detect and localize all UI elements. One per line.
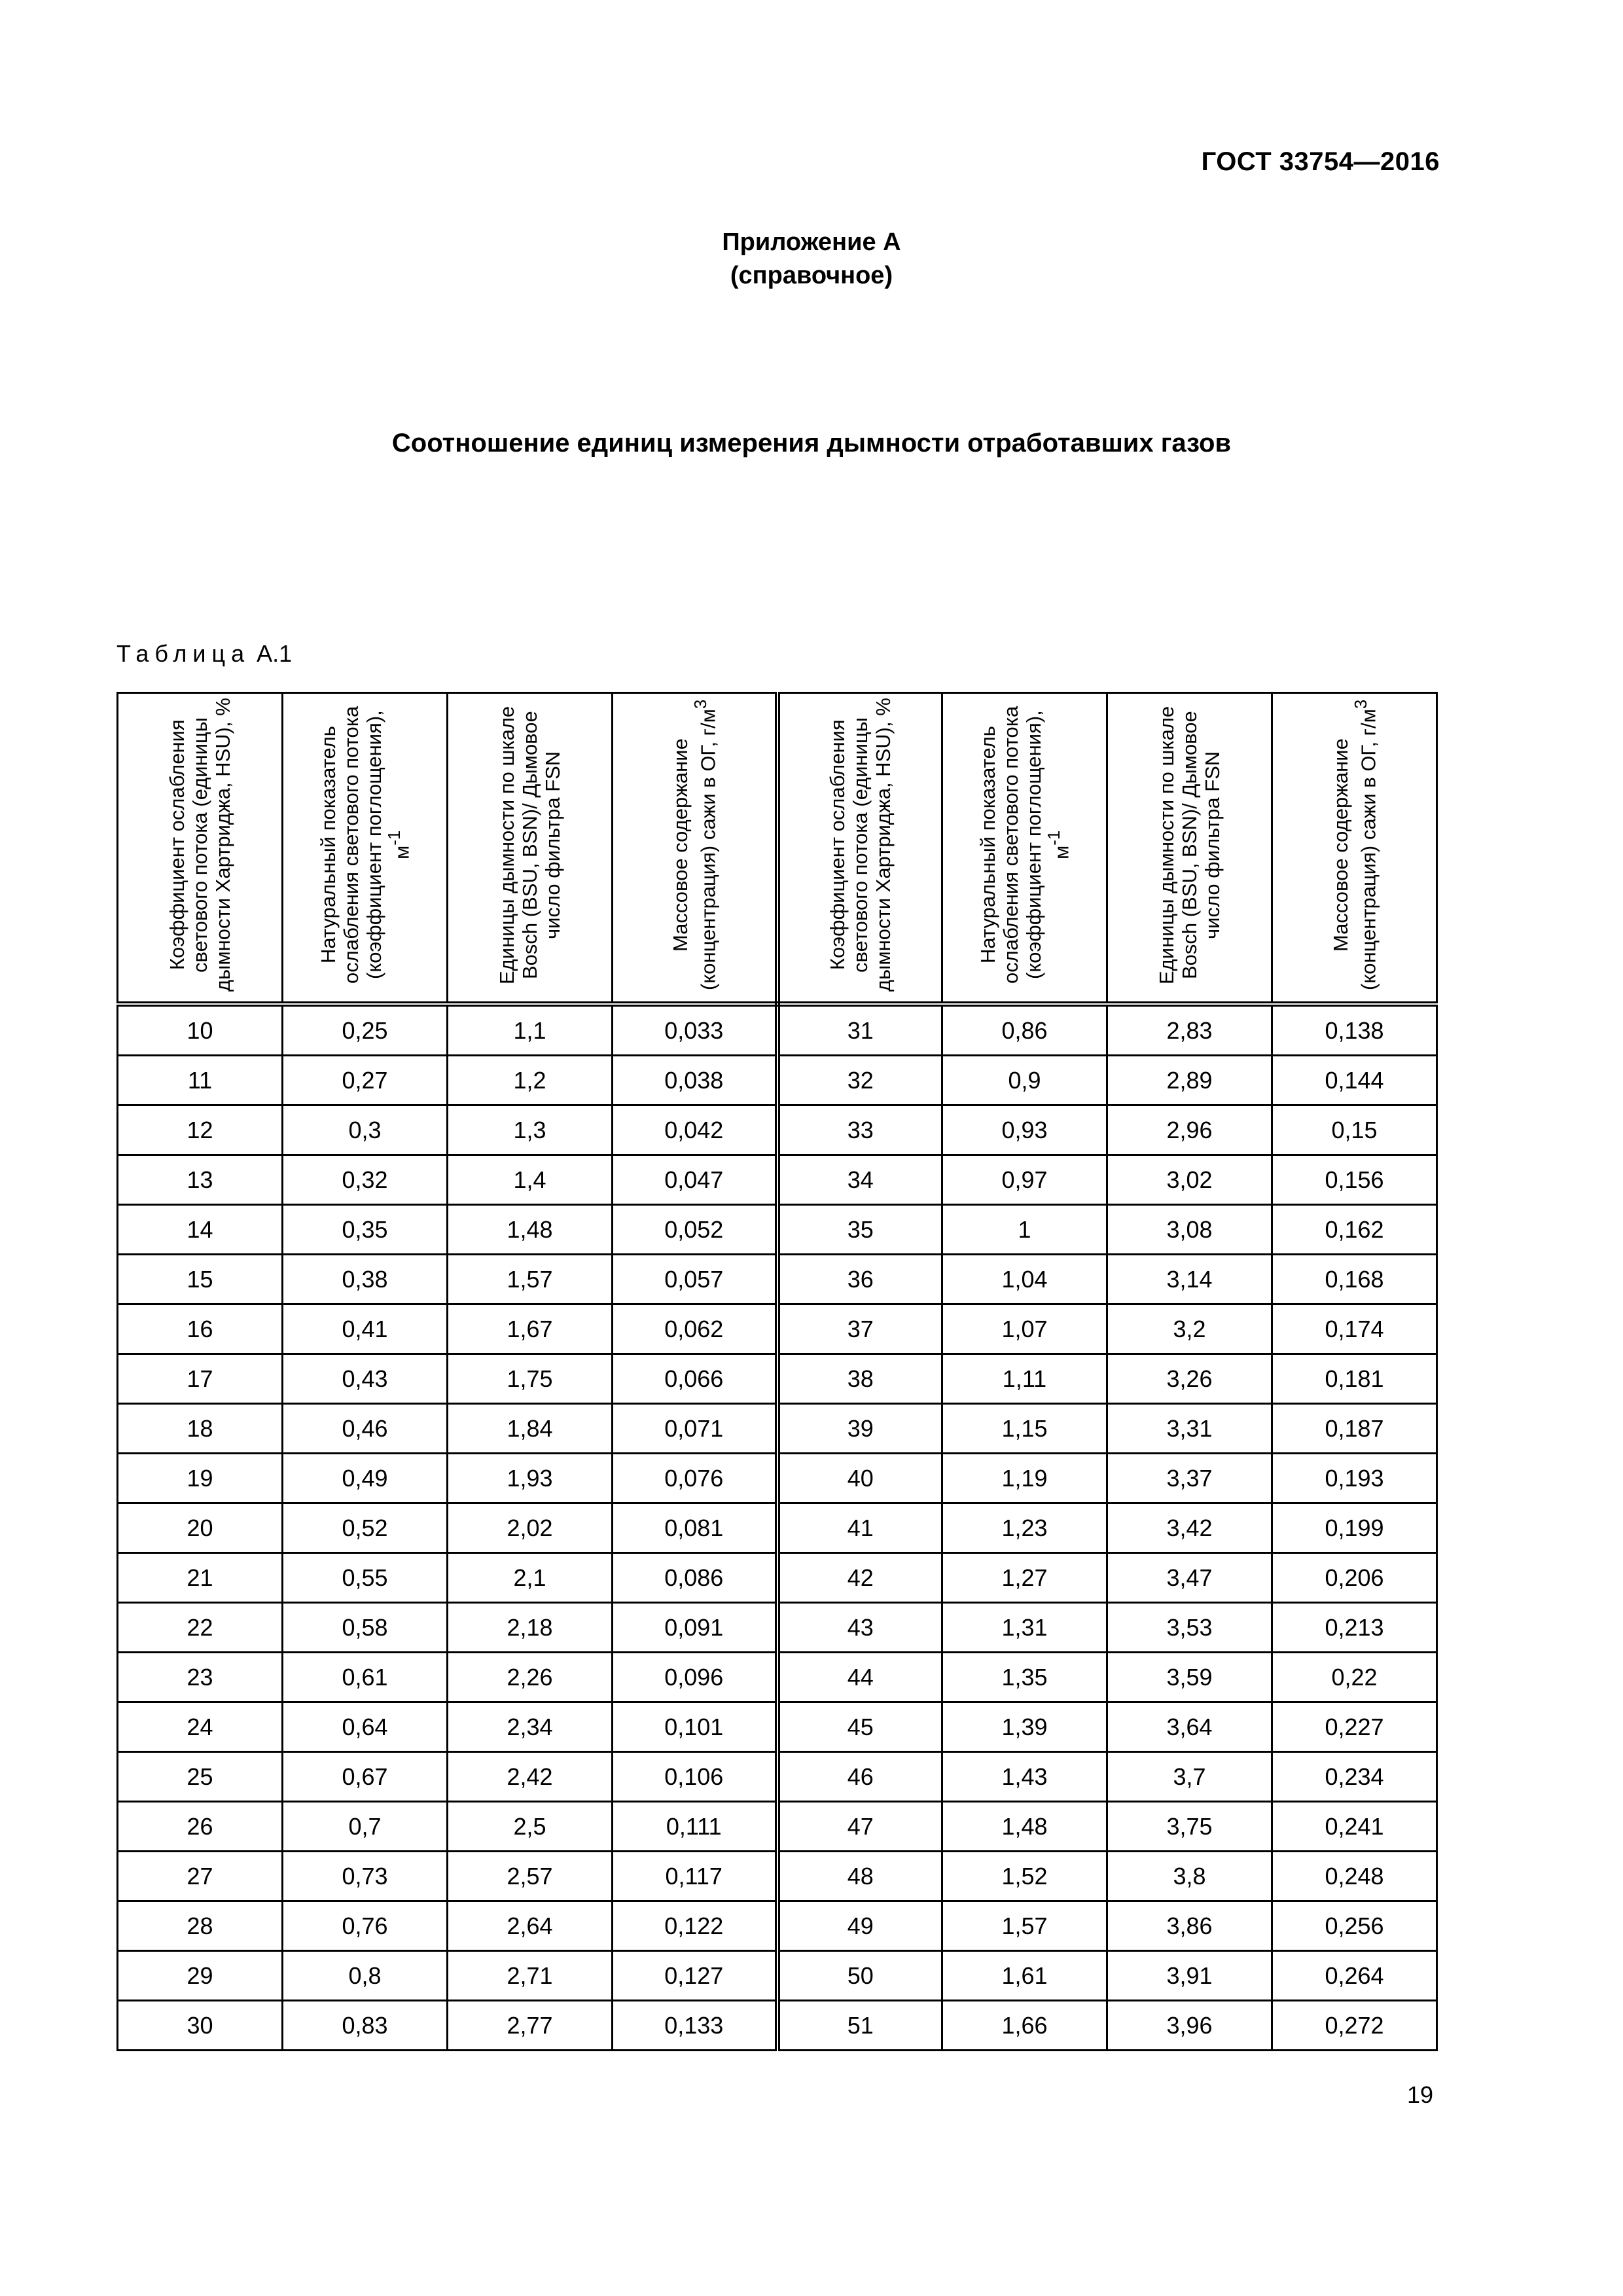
- table-cell: 0,162: [1272, 1205, 1437, 1255]
- table-cell: 16: [118, 1304, 283, 1354]
- appendix-heading: [0, 226, 1623, 293]
- table-cell: 0,156: [1272, 1155, 1437, 1205]
- table-cell: 1,35: [942, 1653, 1107, 1702]
- column-header-label: Натуральный показатель ослабления светового потока (коэффициент поглощения), м: [976, 706, 1073, 984]
- table-row: [118, 1951, 1437, 2001]
- table-cell: 0,86: [942, 1004, 1107, 1056]
- table-cell: 1,2: [448, 1056, 613, 1105]
- table-cell: 30: [118, 2001, 283, 2051]
- column-header-unit-exponent: -1: [385, 830, 404, 846]
- table-cell: 1: [942, 1205, 1107, 1255]
- table-cell: 15: [118, 1255, 283, 1304]
- table-cell: 26: [118, 1802, 283, 1852]
- table-cell: 0,93: [942, 1105, 1107, 1155]
- table-cell: 2,64: [448, 1901, 613, 1951]
- column-header-5: [777, 693, 942, 1005]
- table-cell: 32: [777, 1056, 942, 1105]
- table-cell: 38: [777, 1354, 942, 1404]
- table-cell: 0,111: [613, 1802, 777, 1852]
- table-row: [118, 1155, 1437, 1205]
- table-cell: 3,47: [1107, 1553, 1272, 1603]
- table-caption: [116, 640, 292, 668]
- table-cell: 0,144: [1272, 1056, 1437, 1105]
- table-cell: 1,27: [942, 1553, 1107, 1603]
- table-row: [118, 1503, 1437, 1553]
- table-row: [118, 1004, 1437, 1056]
- table-cell: 2,96: [1107, 1105, 1272, 1155]
- page-number: 19: [1406, 2081, 1433, 2108]
- table-row: [118, 1702, 1437, 1752]
- table-row: [118, 1553, 1437, 1603]
- table-row: [118, 1852, 1437, 1901]
- table-cell: 51: [777, 2001, 942, 2051]
- table-cell: 3,91: [1107, 1951, 1272, 2001]
- table-cell: 0,43: [283, 1354, 448, 1404]
- table-cell: 0,174: [1272, 1304, 1437, 1354]
- table-cell: 19: [118, 1454, 283, 1503]
- table-cell: 36: [777, 1255, 942, 1304]
- table-cell: 29: [118, 1951, 283, 2001]
- table-cell: 0,076: [613, 1454, 777, 1503]
- table-cell: 0,106: [613, 1752, 777, 1802]
- table-cell: 0,35: [283, 1205, 448, 1255]
- table-row: [118, 1205, 1437, 1255]
- column-header-text: [1329, 698, 1380, 992]
- table-cell: 10: [118, 1004, 283, 1056]
- table-cell: 0,117: [613, 1852, 777, 1901]
- table-cell: 0,193: [1272, 1454, 1437, 1503]
- table-cell: 37: [777, 1304, 942, 1354]
- table-cell: 1,57: [942, 1901, 1107, 1951]
- table-cell: 2,34: [448, 1702, 613, 1752]
- table-cell: 0,61: [283, 1653, 448, 1702]
- table-cell: 45: [777, 1702, 942, 1752]
- table-cell: 31: [777, 1004, 942, 1056]
- table-cell: 0,73: [283, 1852, 448, 1901]
- table-cell: 0,46: [283, 1404, 448, 1454]
- table-cell: 2,1: [448, 1553, 613, 1603]
- column-header-text: [826, 698, 895, 992]
- column-header-3: [448, 693, 613, 1005]
- table-row: [118, 1056, 1437, 1105]
- table-cell: 47: [777, 1802, 942, 1852]
- table-cell: 0,52: [283, 1503, 448, 1553]
- table-cell: 0,071: [613, 1404, 777, 1454]
- table-cell: 0,97: [942, 1155, 1107, 1205]
- table-cell: 35: [777, 1205, 942, 1255]
- table-row: [118, 1802, 1437, 1852]
- table-cell: 3,8: [1107, 1852, 1272, 1901]
- table-cell: 28: [118, 1901, 283, 1951]
- table-cell: 0,127: [613, 1951, 777, 2001]
- table-cell: 0,096: [613, 1653, 777, 1702]
- column-header-label: Натуральный показатель ослабления светового потока (коэффициент поглощения), м: [316, 706, 414, 984]
- table-cell: 0,057: [613, 1255, 777, 1304]
- table-cell: 0,168: [1272, 1255, 1437, 1304]
- table-cell: 39: [777, 1404, 942, 1454]
- table-cell: 1,52: [942, 1852, 1107, 1901]
- table-cell: 0,086: [613, 1553, 777, 1603]
- table-row: [118, 1255, 1437, 1304]
- table-cell: 3,64: [1107, 1702, 1272, 1752]
- table-cell: 0,042: [613, 1105, 777, 1155]
- table-cell: 46: [777, 1752, 942, 1802]
- table-cell: 0,038: [613, 1056, 777, 1105]
- table-cell: 0,033: [613, 1004, 777, 1056]
- table-cell: 3,26: [1107, 1354, 1272, 1404]
- table-cell: 2,83: [1107, 1004, 1272, 1056]
- table-cell: 0,227: [1272, 1702, 1437, 1752]
- table-cell: 1,07: [942, 1304, 1107, 1354]
- column-header-label: Единицы дымности по шкале Bosch (BSU, BSN)/ Дымовое число фильтра FSN: [1154, 705, 1224, 984]
- table-cell: 2,89: [1107, 1056, 1272, 1105]
- table-cell: 1,31: [942, 1603, 1107, 1653]
- table-cell: 0,241: [1272, 1802, 1437, 1852]
- table-body: [118, 1004, 1437, 2051]
- table-cell: 0,052: [613, 1205, 777, 1255]
- document-title: Соотношение единиц измерения дымности отработавших газов: [391, 429, 1232, 457]
- table-cell: 0,213: [1272, 1603, 1437, 1653]
- table-cell: 1,11: [942, 1354, 1107, 1404]
- table-cell: 0,49: [283, 1454, 448, 1503]
- table-row: [118, 1901, 1437, 1951]
- table-cell: 3,31: [1107, 1404, 1272, 1454]
- table-cell: 50: [777, 1951, 942, 2001]
- column-header-2: [283, 693, 448, 1005]
- table-cell: 3,2: [1107, 1304, 1272, 1354]
- table-header-row: [118, 693, 1437, 1005]
- table-cell: 0,122: [613, 1901, 777, 1951]
- table-cell: 3,86: [1107, 1901, 1272, 1951]
- table-row: [118, 2001, 1437, 2051]
- table-cell: 23: [118, 1653, 283, 1702]
- table-caption-word: Таблица: [116, 640, 251, 667]
- table-cell: 22: [118, 1603, 283, 1653]
- table-cell: 13: [118, 1155, 283, 1205]
- table-cell: 2,42: [448, 1752, 613, 1802]
- table-cell: 1,43: [942, 1752, 1107, 1802]
- table-cell: 0,138: [1272, 1004, 1437, 1056]
- column-header-unit-exponent: 3: [1351, 699, 1370, 709]
- table-cell: 0,67: [283, 1752, 448, 1802]
- table-cell: 3,42: [1107, 1503, 1272, 1553]
- table-cell: 3,7: [1107, 1752, 1272, 1802]
- appendix-status: (справочное): [730, 262, 893, 290]
- table-cell: 0,76: [283, 1901, 448, 1951]
- table-cell: 41: [777, 1503, 942, 1553]
- column-header-unit-exponent: -1: [1044, 830, 1063, 846]
- table-cell: 0,41: [283, 1304, 448, 1354]
- table-row: [118, 1752, 1437, 1802]
- table-cell: 1,1: [448, 1004, 613, 1056]
- column-header-text: [317, 698, 413, 992]
- table-row: [118, 1105, 1437, 1155]
- table-cell: 0,3: [283, 1105, 448, 1155]
- column-header-text: [1155, 698, 1224, 992]
- table-row: [118, 1454, 1437, 1503]
- table-cell: 0,062: [613, 1304, 777, 1354]
- table-cell: 0,15: [1272, 1105, 1437, 1155]
- table-cell: 11: [118, 1056, 283, 1105]
- column-header-unit-exponent: 3: [691, 699, 710, 709]
- table-cell: 3,96: [1107, 2001, 1272, 2051]
- table-cell: 1,04: [942, 1255, 1107, 1304]
- table-cell: 1,66: [942, 2001, 1107, 2051]
- table-cell: 0,38: [283, 1255, 448, 1304]
- table-cell: 18: [118, 1404, 283, 1454]
- column-header-8: [1272, 693, 1437, 1005]
- table-cell: 3,14: [1107, 1255, 1272, 1304]
- appendix-title: Приложение А: [722, 228, 901, 256]
- table-cell: 40: [777, 1454, 942, 1503]
- table-cell: 0,27: [283, 1056, 448, 1105]
- table-cell: 0,081: [613, 1503, 777, 1553]
- table-row: [118, 1603, 1437, 1653]
- table-cell: 3,08: [1107, 1205, 1272, 1255]
- table-row: [118, 1354, 1437, 1404]
- table-cell: 0,58: [283, 1603, 448, 1653]
- column-header-label: Массовое содержание (концентрация) сажи в ОГ, г/м: [668, 708, 719, 990]
- table-cell: 49: [777, 1901, 942, 1951]
- table-cell: 43: [777, 1603, 942, 1653]
- table-cell: 3,59: [1107, 1653, 1272, 1702]
- table-cell: 0,8: [283, 1951, 448, 2001]
- table-cell: 42: [777, 1553, 942, 1603]
- table-cell: 0,64: [283, 1702, 448, 1752]
- table-cell: 1,61: [942, 1951, 1107, 2001]
- table-cell: 34: [777, 1155, 942, 1205]
- column-header-7: [1107, 693, 1272, 1005]
- table-cell: 0,272: [1272, 2001, 1437, 2051]
- table-cell: 12: [118, 1105, 283, 1155]
- table-cell: 44: [777, 1653, 942, 1702]
- table-cell: 25: [118, 1752, 283, 1802]
- table-cell: 1,48: [942, 1802, 1107, 1852]
- table-cell: 2,18: [448, 1603, 613, 1653]
- table-caption-number: А.1: [257, 640, 293, 667]
- conversion-table: [116, 692, 1438, 2051]
- table-cell: 0,22: [1272, 1653, 1437, 1702]
- table-cell: 0,264: [1272, 1951, 1437, 2001]
- table-cell: 1,39: [942, 1702, 1107, 1752]
- column-header-1: [118, 693, 283, 1005]
- table-cell: 2,71: [448, 1951, 613, 2001]
- table-cell: 1,3: [448, 1105, 613, 1155]
- table-cell: 1,93: [448, 1454, 613, 1503]
- column-header-4: [613, 693, 777, 1005]
- column-header-label: Коэффициент ослабления светового потока (единицы дымности Хартриджа, HSU), %: [165, 698, 234, 992]
- standard-designation: ГОСТ 33754—2016: [1201, 147, 1440, 176]
- table-row: [118, 1404, 1437, 1454]
- column-header-6: [942, 693, 1107, 1005]
- table-row: [118, 1653, 1437, 1702]
- table-cell: 24: [118, 1702, 283, 1752]
- table-cell: 3,53: [1107, 1603, 1272, 1653]
- table-cell: 0,256: [1272, 1901, 1437, 1951]
- column-header-label: Массовое содержание (концентрация) сажи в ОГ, г/м: [1329, 708, 1380, 990]
- table-cell: 0,25: [283, 1004, 448, 1056]
- column-header-label: Единицы дымности по шкале Bosch (BSU, BSN)/ Дымовое число фильтра FSN: [495, 705, 564, 984]
- table-cell: 17: [118, 1354, 283, 1404]
- table-cell: 0,047: [613, 1155, 777, 1205]
- column-header-text: [669, 698, 719, 992]
- column-header-text: [495, 698, 564, 992]
- table-cell: 2,02: [448, 1503, 613, 1553]
- column-header-text: [976, 698, 1073, 992]
- table-cell: 0,133: [613, 2001, 777, 2051]
- table-cell: 0,091: [613, 1603, 777, 1653]
- table-cell: 2,57: [448, 1852, 613, 1901]
- column-header-text: [166, 698, 234, 992]
- table-cell: 0,066: [613, 1354, 777, 1404]
- table-row: [118, 1304, 1437, 1354]
- table-cell: 0,199: [1272, 1503, 1437, 1553]
- table-cell: 0,234: [1272, 1752, 1437, 1802]
- table-cell: 33: [777, 1105, 942, 1155]
- table-cell: 1,15: [942, 1404, 1107, 1454]
- table-cell: 1,23: [942, 1503, 1107, 1553]
- table-cell: 48: [777, 1852, 942, 1901]
- table-cell: 1,67: [448, 1304, 613, 1354]
- table-cell: 27: [118, 1852, 283, 1901]
- table-cell: 0,248: [1272, 1852, 1437, 1901]
- table-cell: 3,75: [1107, 1802, 1272, 1852]
- table-cell: 20: [118, 1503, 283, 1553]
- table-cell: 0,32: [283, 1155, 448, 1205]
- table-cell: 21: [118, 1553, 283, 1603]
- table-cell: 2,26: [448, 1653, 613, 1702]
- table-cell: 1,48: [448, 1205, 613, 1255]
- table-cell: 2,5: [448, 1802, 613, 1852]
- table-cell: 1,57: [448, 1255, 613, 1304]
- table-cell: 0,206: [1272, 1553, 1437, 1603]
- table-cell: 3,37: [1107, 1454, 1272, 1503]
- table-cell: 0,7: [283, 1802, 448, 1852]
- table-cell: 1,4: [448, 1155, 613, 1205]
- column-header-label: Коэффициент ослабления светового потока (единицы дымности Хартриджа, HSU), %: [826, 698, 895, 992]
- table-cell: 0,181: [1272, 1354, 1437, 1404]
- table-cell: 14: [118, 1205, 283, 1255]
- table-cell: 1,84: [448, 1404, 613, 1454]
- table-cell: 2,77: [448, 2001, 613, 2051]
- table-cell: 1,19: [942, 1454, 1107, 1503]
- table-cell: 0,83: [283, 2001, 448, 2051]
- table-cell: 0,9: [942, 1056, 1107, 1105]
- table-cell: 1,75: [448, 1354, 613, 1404]
- table-cell: 0,101: [613, 1702, 777, 1752]
- table-cell: 0,187: [1272, 1404, 1437, 1454]
- table-cell: 0,55: [283, 1553, 448, 1603]
- table-cell: 3,02: [1107, 1155, 1272, 1205]
